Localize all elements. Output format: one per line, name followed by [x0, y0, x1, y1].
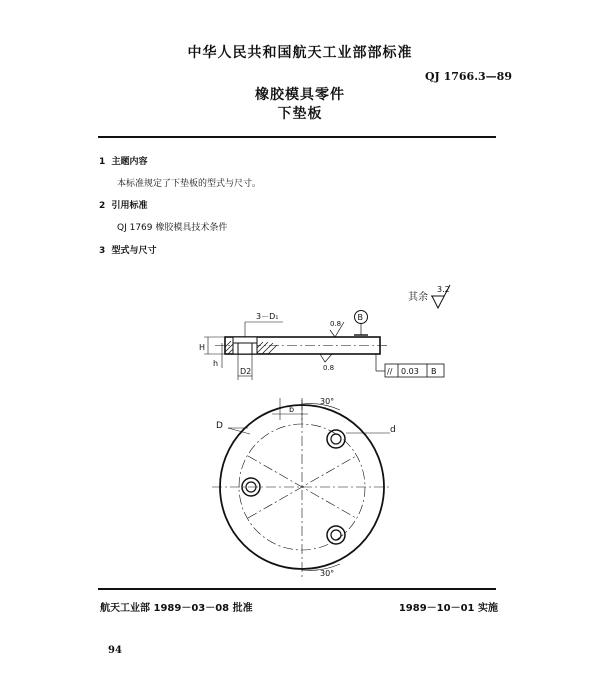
label-h: h — [213, 359, 219, 368]
hole-upper-right-inner — [331, 434, 341, 444]
approval-date: 航天工业部 1989－03－08 批准 — [100, 603, 253, 614]
standard-number: QJ 1766.3—89 — [424, 70, 512, 83]
label-D2: D2 — [240, 367, 252, 376]
D-leader — [228, 428, 250, 434]
hole-upper-right — [327, 430, 345, 448]
document-subtitle: 下垫板 — [277, 106, 323, 122]
section-1-title: 主题内容 — [111, 157, 148, 167]
angle-bottom-label: 30° — [320, 569, 335, 578]
section-3-number: 3 — [99, 246, 106, 256]
label-3-d1: 3－D₁ — [256, 312, 279, 321]
section-1-number: 1 — [99, 157, 106, 167]
roughness-bottom-symbol — [320, 354, 332, 362]
hole-lower-right-inner — [331, 530, 341, 540]
roughness-note-label: 其余 — [408, 292, 428, 303]
section-2-number: 2 — [99, 201, 106, 211]
tolerance-value: 0.03 — [401, 367, 419, 376]
hole-section — [233, 337, 257, 354]
page-number: 94 — [108, 645, 122, 656]
tolerance-datum: B — [431, 367, 437, 376]
implementation-date: 1989－10－01 实施 — [398, 603, 498, 614]
ministry-header: 中华人民共和国航天工业部部标准 — [187, 45, 413, 61]
label-d: d — [390, 425, 396, 435]
label-H: H — [199, 343, 206, 352]
datum-b-label: B — [357, 313, 363, 322]
label-D: D — [216, 421, 223, 431]
label-b: b — [289, 405, 295, 414]
footer-rule — [98, 588, 496, 590]
roughness-note-value: 3.2 — [437, 285, 450, 294]
section-3-title: 型式与尺寸 — [111, 246, 157, 256]
roughness-top-value: 0.8 — [330, 320, 342, 328]
hole-lower-right — [327, 526, 345, 544]
angle-top-label: 30° — [320, 397, 335, 406]
section-1-body: 本标准规定了下垫板的型式与尺寸。 — [117, 179, 262, 189]
document-title: 橡胶模具零件 — [255, 87, 345, 103]
section-2-body: QJ 1769 橡胶模具技术条件 — [117, 223, 228, 233]
tolerance-symbol: // — [387, 367, 393, 376]
section-2-title: 引用标准 — [111, 201, 148, 211]
roughness-bottom-value: 0.8 — [323, 364, 335, 372]
